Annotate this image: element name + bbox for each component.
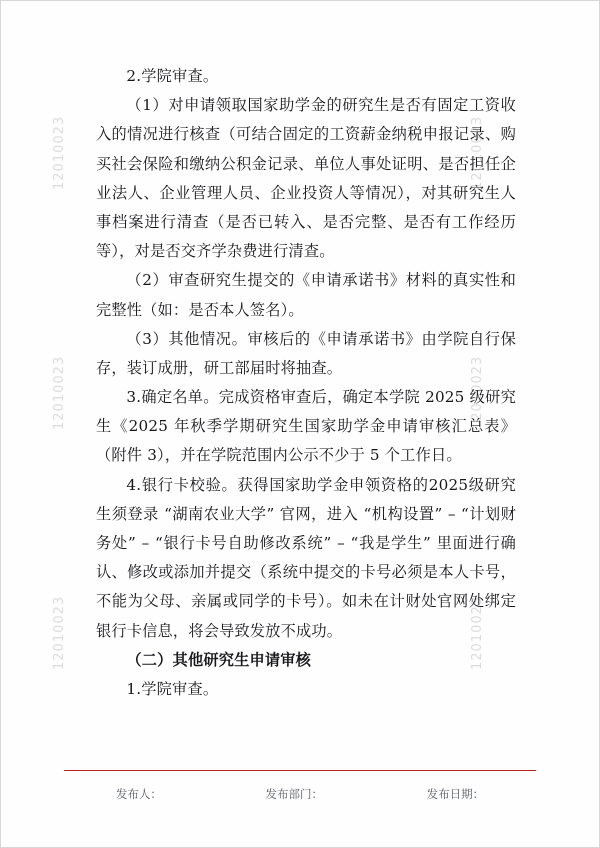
footer-divider xyxy=(64,770,536,771)
watermark-text: 12010023 xyxy=(470,595,485,670)
paragraph-item-1: （1）对申请领取国家助学金的研究生是否有固定工资收入的情况进行核查（可结合固定的工资薪金纳税申报记录、购买社会保险和缴纳公积金记录、单位人事处证明、是否担任企业法人、企业管理人员、企业投资人等情况），对其研究生人事档案进行清查（是否已转入、是否完整、是否有工作经历等），对是否交齐学杂费进行清查。 xyxy=(96,96,516,261)
paragraph-name-list: 3.确定名单。完成资格审查后，确定本学院 2025 级研究生《2025 年秋季学期研究生国家助学金申请审核汇总表》（附件 3），并在学院范围内公示不少于 5 个工作日。 xyxy=(96,388,516,465)
paragraph-item-2: （2）审查研究生提交的《申请承诺书》材料的真实性和完整性（如：是否本人签名）。 xyxy=(96,271,516,319)
watermark-text: 12010023 xyxy=(52,355,67,430)
watermark-text: 12010023 xyxy=(470,115,485,190)
document-body xyxy=(96,62,516,704)
paragraph-bank-card-check: 4.银行卡校验。获得国家助学金申领资格的2025级研究生须登录 “湖南农业大学” 官网，进入 “机构设置” – “计划财务处” – “银行卡号自助修改系统” – “我是学生” 里面进行确认、修改或添加并提交（系统中提交的卡号必须是本人卡号，不能为父母、亲属或同学的卡号）。如未在计财处官网处绑定银行卡信息，将会导致发放不成功。 xyxy=(96,475,516,640)
watermark-text: 12010023 xyxy=(52,595,67,670)
watermark-text: 12010023 xyxy=(470,355,485,430)
footer-date-label: 发布日期： xyxy=(426,787,485,801)
watermark-text: 12010023 xyxy=(52,115,67,190)
paragraph-item-3: （3）其他情况。审核后的《申请承诺书》由学院自行保存，装订成册，研工部届时将抽查。 xyxy=(96,329,516,377)
paragraph-section-heading-other-students: （二）其他研究生申请审核 xyxy=(126,650,312,669)
footer-metadata xyxy=(64,786,536,802)
footer-department-label: 发布部门： xyxy=(265,787,323,801)
paragraph-institute-review-heading: 2.学院审查。 xyxy=(126,67,219,85)
footer-publisher-label: 发布人： xyxy=(115,787,162,801)
paragraph-institute-review-2: 1.学院审查。 xyxy=(126,679,219,698)
